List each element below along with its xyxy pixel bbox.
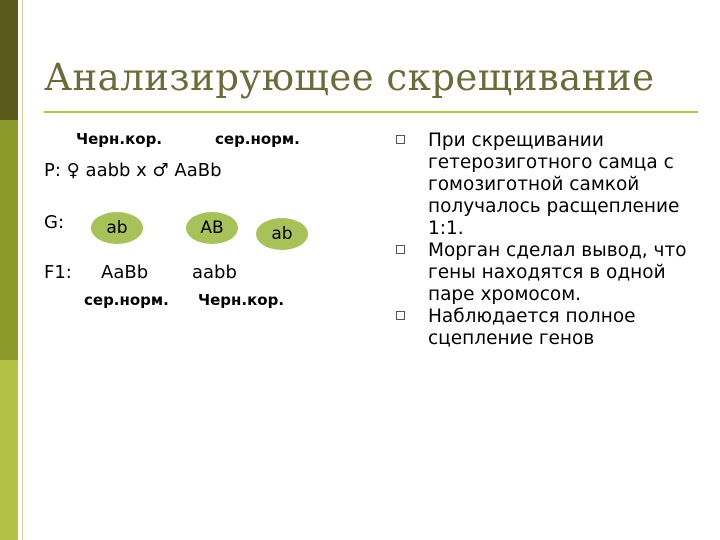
gamete-ab-female: ab — [91, 212, 143, 244]
parents-line: P: ♀ aabb x ♂ AaBb — [44, 160, 222, 181]
bullet-item — [396, 306, 696, 350]
offspring-right-phenotype: Черн.кор. — [198, 291, 285, 309]
bullet-list — [396, 130, 696, 350]
offspring-right: aabb — [192, 262, 237, 283]
sidebar-divider — [22, 0, 23, 540]
bullet-text: Морган сделал вывод, что гены находятся в одной паре хромосом. — [428, 240, 687, 305]
bullet-text: Наблюдается полное сцепление генов — [428, 306, 636, 349]
bullet-square-icon — [396, 311, 405, 320]
sidebar-stripe-dark — [0, 0, 18, 120]
sidebar-stripe-light — [0, 360, 18, 540]
gametes-label: G: — [44, 212, 65, 233]
slide-title: Анализирующее скрещивание — [44, 56, 655, 99]
bullet-square-icon — [396, 135, 405, 144]
bullet-item — [396, 240, 696, 306]
top-label-right: сер.норм. — [215, 130, 300, 148]
sidebar-stripe-mid — [0, 120, 18, 360]
top-label-left: Черн.кор. — [76, 130, 163, 148]
offspring-left: AaBb — [101, 262, 149, 283]
bullet-item — [396, 130, 696, 240]
offspring-left-phenotype: сер.норм. — [84, 291, 169, 309]
bullet-square-icon — [396, 245, 405, 254]
gamete-AB: AB — [186, 212, 238, 244]
gamete-ab-male: ab — [256, 218, 308, 250]
title-underline — [44, 111, 698, 113]
bullet-text: При скрещивании гетерозиготного самца с гомозиготной самкой получалось расщепление 1:1. — [428, 130, 680, 239]
f1-label: F1: — [44, 262, 72, 283]
